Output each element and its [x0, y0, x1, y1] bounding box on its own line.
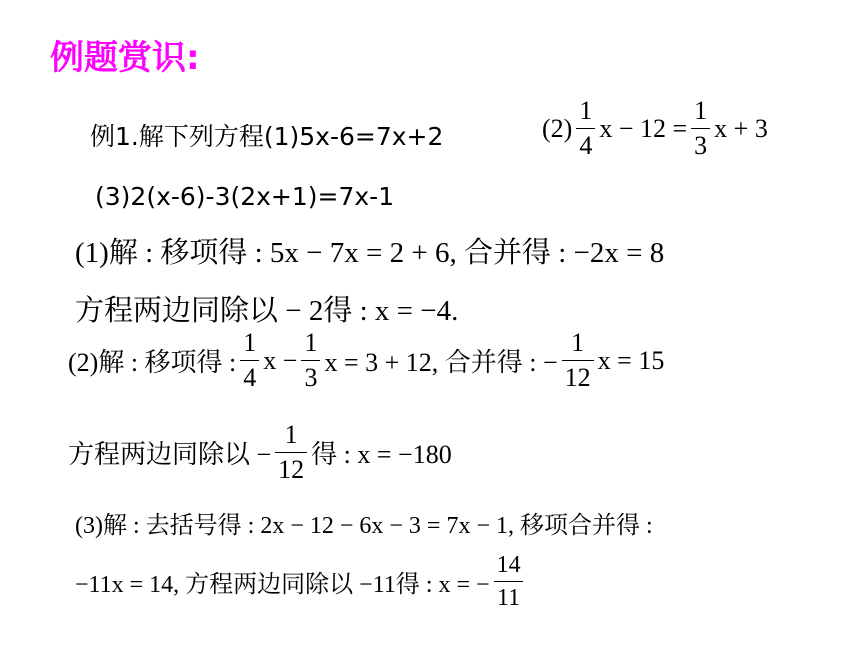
- sol2-line2-prefix: 方程两边同除以 −: [68, 440, 272, 469]
- sol3-line2-prefix: −11x = 14, 方程两边同除以 −11得 : x = −: [75, 572, 490, 598]
- sol2-prefix: (2)解 : 移项得 :: [68, 348, 237, 377]
- part2-suffix: x + 3: [714, 113, 768, 143]
- solution-1-line-2: 方程两边同除以 − 2得 : x = −4.: [75, 295, 459, 327]
- part2-fraction-1: [576, 98, 595, 159]
- example-1-part-2: [542, 98, 768, 159]
- sol2-fraction-3: [562, 330, 594, 391]
- sol2-frac4-den: 12: [275, 452, 307, 483]
- sol2-line2-suffix: 得 : x = −180: [311, 440, 452, 469]
- sol2-fraction-1: [240, 330, 259, 391]
- sol2-frac3-num: 1: [571, 328, 585, 357]
- part2-frac2-den: 3: [691, 128, 710, 159]
- sol2-fraction-2: [301, 330, 320, 391]
- sol3-frac-num: 14: [496, 552, 521, 578]
- solution-3-line-1: (3)解 : 去括号得 : 2x − 12 − 6x − 3 = 7x − 1, 移项合并得 :: [75, 513, 653, 539]
- sol3-fraction: [494, 553, 524, 610]
- sol2-frac4-num: 1: [284, 420, 298, 449]
- sol2-op: x −: [263, 345, 298, 375]
- example-1-part-3: (3)2(x-6)-3(2x+1)=7x-1: [95, 182, 395, 211]
- part2-frac1-den: 4: [576, 128, 595, 159]
- solution-3-line-2: [75, 553, 528, 610]
- solution-1-line-1: (1)解 : 移项得 : 5x − 7x = 2 + 6, 合并得 : −2x = 8: [75, 237, 665, 269]
- sol2-middle: x = 3 + 12, 合并得 : −: [324, 348, 558, 377]
- sol2-frac1-num: 1: [243, 328, 257, 357]
- solution-2-line-1: [68, 330, 664, 391]
- part2-frac1-num: 1: [579, 96, 593, 125]
- sol2-frac3-den: 12: [562, 360, 594, 391]
- part2-prefix: (2): [542, 113, 573, 143]
- page-title: 例题赏识:: [50, 38, 200, 78]
- part2-middle: x − 12 =: [599, 113, 688, 143]
- sol3-frac-den: 11: [494, 581, 523, 610]
- sol2-frac1-den: 4: [240, 360, 259, 391]
- part2-fraction-2: [691, 98, 710, 159]
- sol2-fraction-4: [275, 422, 307, 483]
- sol2-frac2-num: 1: [304, 328, 318, 357]
- example-1-statement: 例1.解下列方程(1)5x-6=7x+2: [90, 122, 444, 151]
- sol2-suffix: x = 15: [597, 345, 665, 375]
- sol2-frac2-den: 3: [301, 360, 320, 391]
- solution-2-line-2: [68, 422, 452, 483]
- part2-frac2-num: 1: [694, 96, 708, 125]
